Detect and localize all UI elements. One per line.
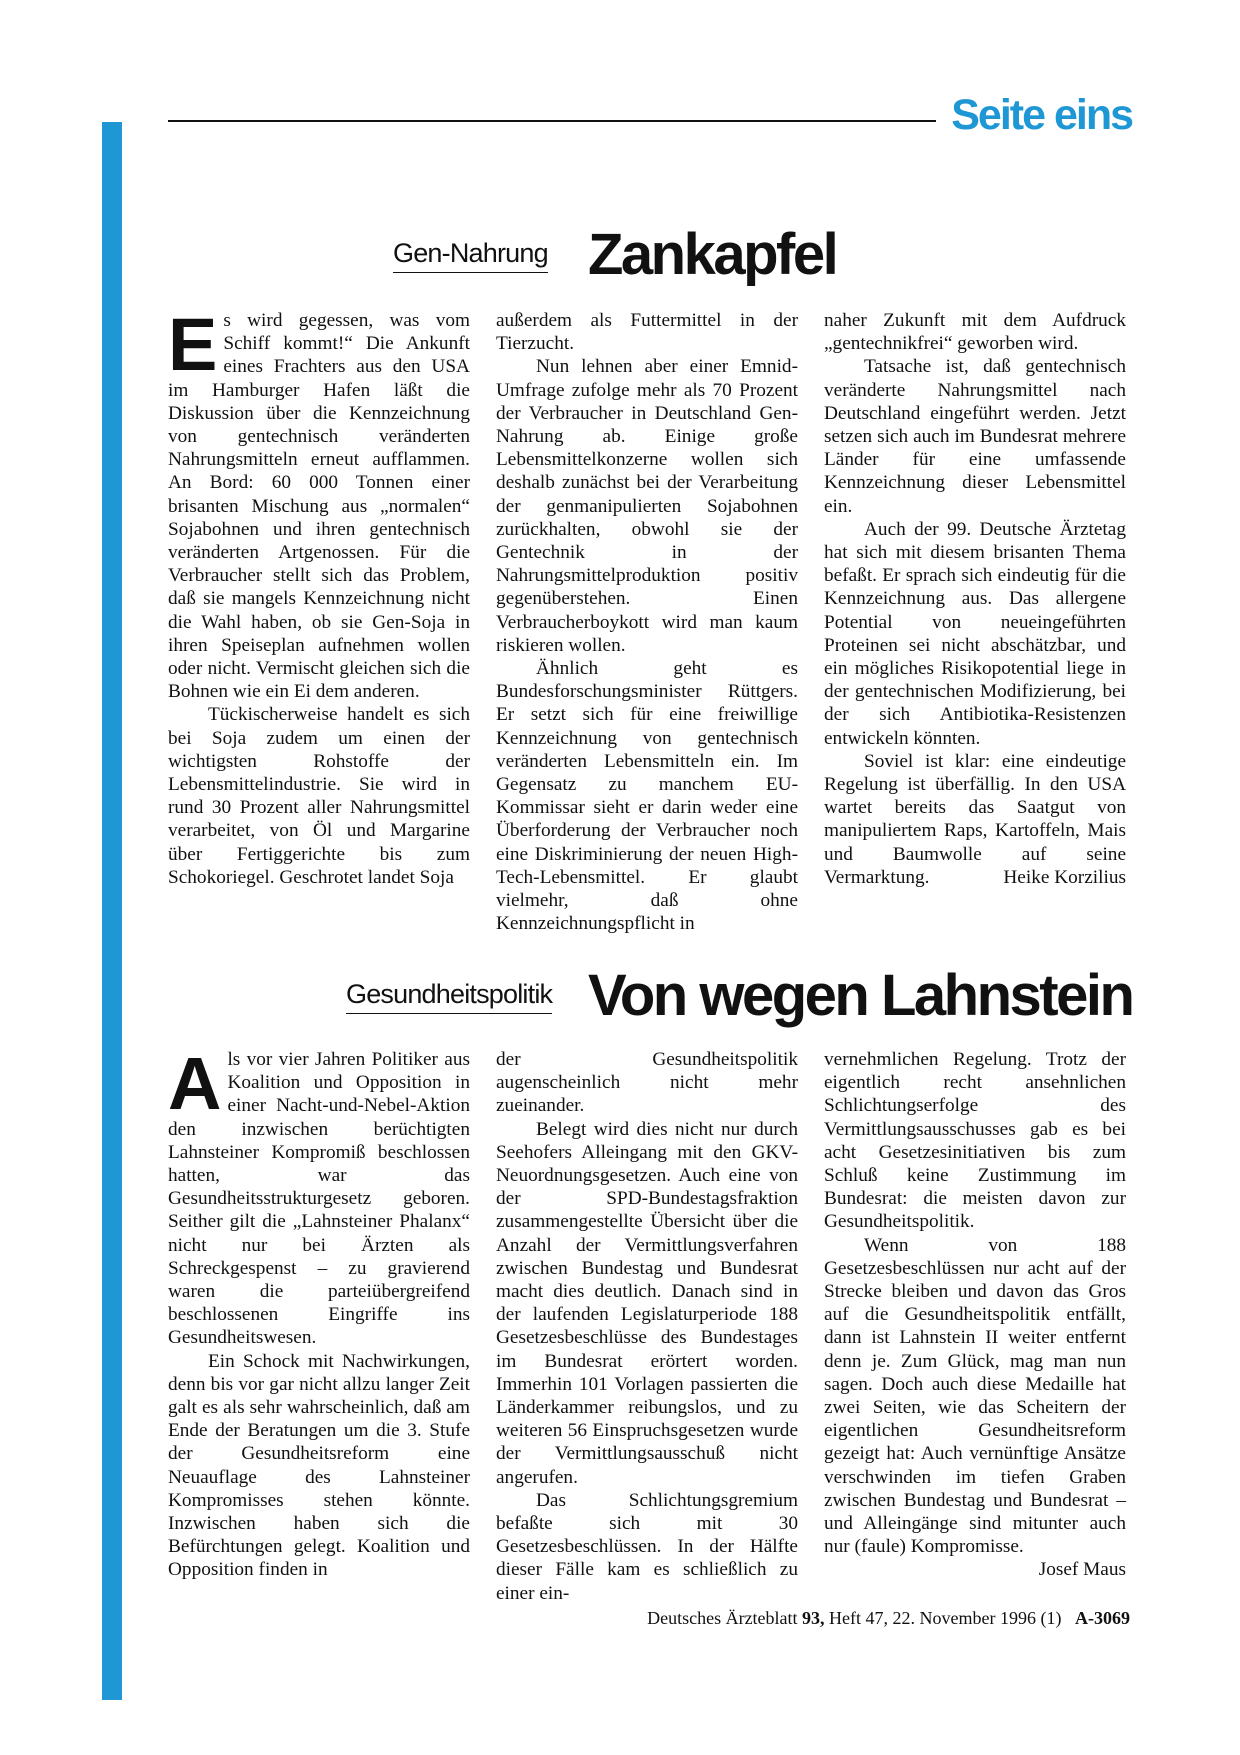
article1-paragraph: Tückischerweise handelt es sich bei Soja zudem um einen der wichtigsten Rohstoffe der Lebensmittelindustrie. Sie wird in rund 30 Prozent aller Nahrungsmittel verarbeitet, von Öl und Margarine über Fertiggerichte bis zum Schokoriegel. Geschrotet landet Soja <box>168 704 470 888</box>
article1-kicker: Gen-Nahrung <box>393 240 548 273</box>
article2-paragraph: Das Schlichtungsgremium befaßte sich mit 30 Gesetzesbeschlüssen. In der Hälfte dieser Fälle kam es schließlich zu einer ein- <box>496 1489 798 1604</box>
footer-page-number: A-3069 <box>1075 1608 1130 1628</box>
article1-paragraph: außerdem als Futtermittel in der Tierzucht. <box>496 310 798 355</box>
article2-paragraph: Wenn von 188 Gesetzesbeschlüssen nur acht auf der Strecke bleiben und davon das Gros auf die Gesundheitspolitik entfällt, dann ist Lahnstein II weiter entfernt denn je. Zum Glück, mag man nun sagen. Doch auch diese Medaille hat zwei Seiten, wie das Scheitern der eigentlichen Gesundheitsreform gezeigt hat: Auch vernünftige Ansätze verschwinden im tiefen Graben zwischen Bundestag und Bundesrat – und Alleingänge sind mitunter auch nur (faule) Kompromisse. <box>824 1234 1126 1558</box>
article1-headline: Zankapfel <box>588 222 837 287</box>
article1-paragraph: Auch der 99. Deutsche Ärztetag hat sich mit diesem brisanten Thema befaßt. Er sprach sich eindeutig für die Kennzeichnung aus. Das allergene Potential von neueingeführten Proteinen sei nicht abschätzbar, und ein mögliches Risikopotential liege in der gentechnischen Modifizierung, bei der sich Antibiotika-Resistenzen entwickeln könnten. <box>824 518 1126 749</box>
article2-kicker: Gesundheitspolitik <box>346 981 552 1014</box>
article1-paragraph: Ähnlich geht es Bundesforschungsminister Rüttgers. Er setzt sich für eine freiwillige Kennzeichnung von gentechnisch veränderten Lebensmitteln ein. Im Gegensatz zu manchem EU-Kommissar sieht er darin weder eine Überforderung der Verbraucher noch eine Diskriminierung der neuen High-Tech-Lebensmittel. Er glaubt vielmehr, daß ohne Kennzeichnungspflicht in <box>496 658 798 935</box>
article1-column-3 <box>824 309 1126 889</box>
article1-author: Heike Korzilius <box>1003 866 1126 888</box>
article2-paragraph: der Gesundheitspolitik augenscheinlich nicht mehr zueinander. <box>496 1049 798 1117</box>
article1-paragraph: s wird gegessen, was vom Schiff kommt!“ Die Ankunft eines Frachters aus den USA im Hamburger Hafen läßt die Diskussion über die Kennzeichnung von gentechnisch veränderten Nahrungsmitteln erneut aufflammen. An Bord: 60 000 Tonnen einer brisanten Mischung aus „normalen“ Sojabohnen und ihren gentechnisch veränderten Artgenossen. Für die Verbraucher stellt sich das Problem, daß sie mangels Kennzeichnung nicht die Wahl haben, ob sie Gen-Soja in ihren Speiseplan aufnehmen wollen oder nicht. Vermischt gleichen sich die Bohnen wie ein Ei dem anderen. <box>168 310 470 703</box>
article1-paragraph: naher Zukunft mit dem Aufdruck „gentechnikfrei“ geworben wird. <box>824 310 1126 355</box>
page-footer <box>647 1608 1130 1629</box>
article2-column-1 <box>168 1042 470 1582</box>
article2-dropcap: A <box>168 1042 222 1125</box>
article2-paragraph: Belegt wird dies nicht nur durch Seehofers Alleingang mit den GKV-Neuordnungsgesetzen. Auch eine von der SPD-Bundestagsfraktion zusammengestellte Übersicht über die Anzahl der Vermittlungsverfahren zwischen Bundestag und Bundesrat macht dies deutlich. Danach sind in der laufenden Legislaturperiode 188 Gesetzesbeschlüsse des Bundestages im Bundesrat erörtert worden. Immerhin 101 Vorlagen passierten die Länderkammer reibungslos, und zu weiteren 56 Einspruchsgesetzen wurde der Vermittlungsausschuß nicht angerufen. <box>496 1118 798 1488</box>
article2-paragraph: vernehmlichen Regelung. Trotz der eigentlich recht ansehnlichen Schlichtungserfolge des Vermittlungsausschusses gab es bei acht Gesetzesinitiativen bis zum Schluß keine Zustimmung im Bundesrat: die meisten davon zur Gesundheitspolitik. <box>824 1049 1126 1233</box>
article1-paragraph: Nun lehnen aber einer Emnid-Umfrage zufolge mehr als 70 Prozent der Verbraucher in Deutschland Gen-Nahrung ab. Einige große Lebensmittelkonzerne wollen sich deshalb zunächst bei der Verarbeitung der genmanipulierten Sojabohnen zurückhalten, obwohl sie der Gentechnik in der Nahrungsmittelproduktion positiv gegenüberstehen. Einen Verbraucherboykott wird man kaum riskieren wollen. <box>496 356 798 656</box>
article2-column-2 <box>496 1048 798 1605</box>
footer-journal: Deutsches Ärzteblatt <box>647 1608 798 1628</box>
article1-dropcap: E <box>168 303 218 386</box>
article2-column-3 <box>824 1048 1126 1582</box>
article2-headline: Von wegen Lahnstein <box>588 963 1133 1028</box>
article1-paragraph: Soviel ist klar: eine eindeutige Regelung ist überfällig. In den USA wartet bereits das Saatgut von manipuliertem Raps, Kartoffeln, Mais und Baumwolle auf seine Vermarktung. <box>824 750 1126 888</box>
accent-side-bar <box>102 122 122 1700</box>
footer-volume: 93, <box>802 1608 825 1628</box>
article2-paragraph: Ein Schock mit Nachwirkungen, denn bis vor gar nicht allzu langer Zeit galt es als sehr wahrscheinlich, daß am Ende der Beratungen um die 3. Stufe der Gesundheitsreform eine Neuauflage des Lahnsteiner Kompromisses stehen könnte. Inzwischen haben sich die Befürchtungen gelegt. Koalition und Opposition finden in <box>168 1350 470 1581</box>
header-rule <box>168 120 936 122</box>
article2-author: Josef Maus <box>1038 1559 1126 1581</box>
article1-paragraph: Tatsache ist, daß gentechnisch veränderte Nahrungsmittel nach Deutschland eingeführt werden. Jetzt setzen sich auch im Bundesrat mehrere Länder für eine umfassende Kennzeichnung dieser Lebensmittel ein. <box>824 356 1126 517</box>
section-title: Seite eins <box>951 91 1132 139</box>
article1-column-2 <box>496 309 798 935</box>
article1-column-1 <box>168 303 470 889</box>
article2-paragraph: ls vor vier Jahren Politiker aus Koalition und Opposition in einer Nacht-und-Nebel-Aktion den inzwischen berüchtigten Lahnsteiner Kompromiß beschlossen hatten, war das Gesundheitsstrukturgesetz geboren. Seither gilt die „Lahnsteiner Phalanx“ nicht nur bei Ärzten als Schreckgespenst – zu gravierend waren die parteiübergreifend beschlossenen Eingriffe ins Gesundheitswesen. <box>168 1049 470 1349</box>
footer-issue: Heft 47, 22. November 1996 (1) <box>829 1608 1062 1628</box>
